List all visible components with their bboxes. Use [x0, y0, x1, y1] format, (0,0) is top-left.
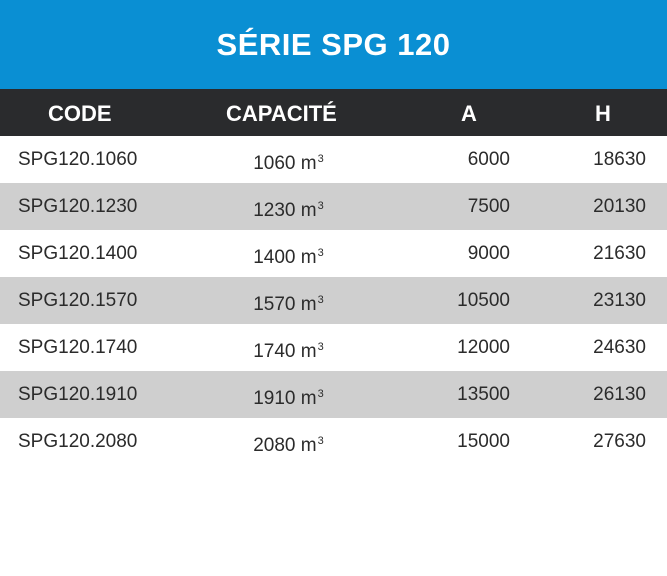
cell-a: 15000: [457, 431, 510, 452]
cell-capacite: [200, 324, 377, 371]
unit-exponent: 3: [317, 341, 324, 353]
cell-h: 18630: [593, 149, 646, 170]
capacite-value: 1400: [253, 247, 296, 268]
cell-code: SPG120.1740: [18, 337, 138, 358]
table-row: [0, 418, 667, 465]
unit-exponent: 3: [317, 247, 324, 259]
header-a: A: [461, 101, 477, 126]
unit-exponent: 3: [317, 153, 324, 165]
unit-exponent: 3: [317, 388, 324, 400]
cell-code: SPG120.1230: [18, 196, 138, 217]
unit-exponent: 3: [317, 294, 324, 306]
table-row: [0, 324, 667, 371]
unit-base: m: [300, 435, 317, 456]
cell-capacite: [200, 230, 377, 277]
cell-capacite: [200, 371, 377, 418]
cell-capacite: [200, 136, 377, 183]
cell-capacite: [200, 418, 377, 465]
table-title: SÉRIE SPG 120: [0, 0, 667, 89]
cell-code: SPG120.1910: [18, 384, 138, 405]
cell-a: 7500: [467, 196, 510, 217]
cell-a: 6000: [467, 149, 510, 170]
capacite-value: 1060: [253, 153, 296, 174]
cell-h: 23130: [593, 290, 646, 311]
unit-base: m: [300, 153, 317, 174]
capacite-value: 1910: [253, 388, 296, 409]
capacite-value: 1740: [253, 341, 296, 362]
table-row: [0, 230, 667, 277]
table-row: [0, 136, 667, 183]
cell-h: 21630: [593, 243, 646, 264]
cell-a: 13500: [457, 384, 510, 405]
cell-h: 20130: [593, 196, 646, 217]
table-row: [0, 371, 667, 418]
capacite-value: 2080: [253, 435, 296, 456]
cell-code: SPG120.1400: [18, 243, 138, 264]
unit-base: m: [300, 388, 317, 409]
cell-h: 26130: [593, 384, 646, 405]
unit-exponent: 3: [317, 200, 324, 212]
table-row: [0, 183, 667, 230]
cell-capacite: [200, 277, 377, 324]
unit-base: m: [300, 294, 317, 315]
header-code: CODE: [48, 101, 112, 126]
header-capacite: CAPACITÉ: [226, 101, 337, 126]
cell-code: SPG120.1570: [18, 290, 138, 311]
capacite-value: 1230: [253, 200, 296, 221]
header-h: H: [595, 101, 611, 126]
unit-base: m: [300, 200, 317, 221]
table-row: [0, 277, 667, 324]
unit-base: m: [300, 341, 317, 362]
capacite-value: 1570: [253, 294, 296, 315]
unit-exponent: 3: [317, 435, 324, 447]
cell-code: SPG120.2080: [18, 431, 138, 452]
table-header: [0, 89, 667, 136]
cell-capacite: [200, 183, 377, 230]
cell-a: 12000: [457, 337, 510, 358]
cell-h: 27630: [593, 431, 646, 452]
cell-a: 9000: [467, 243, 510, 264]
cell-code: SPG120.1060: [18, 149, 138, 170]
cell-h: 24630: [593, 337, 646, 358]
unit-base: m: [300, 247, 317, 268]
cell-a: 10500: [457, 290, 510, 311]
